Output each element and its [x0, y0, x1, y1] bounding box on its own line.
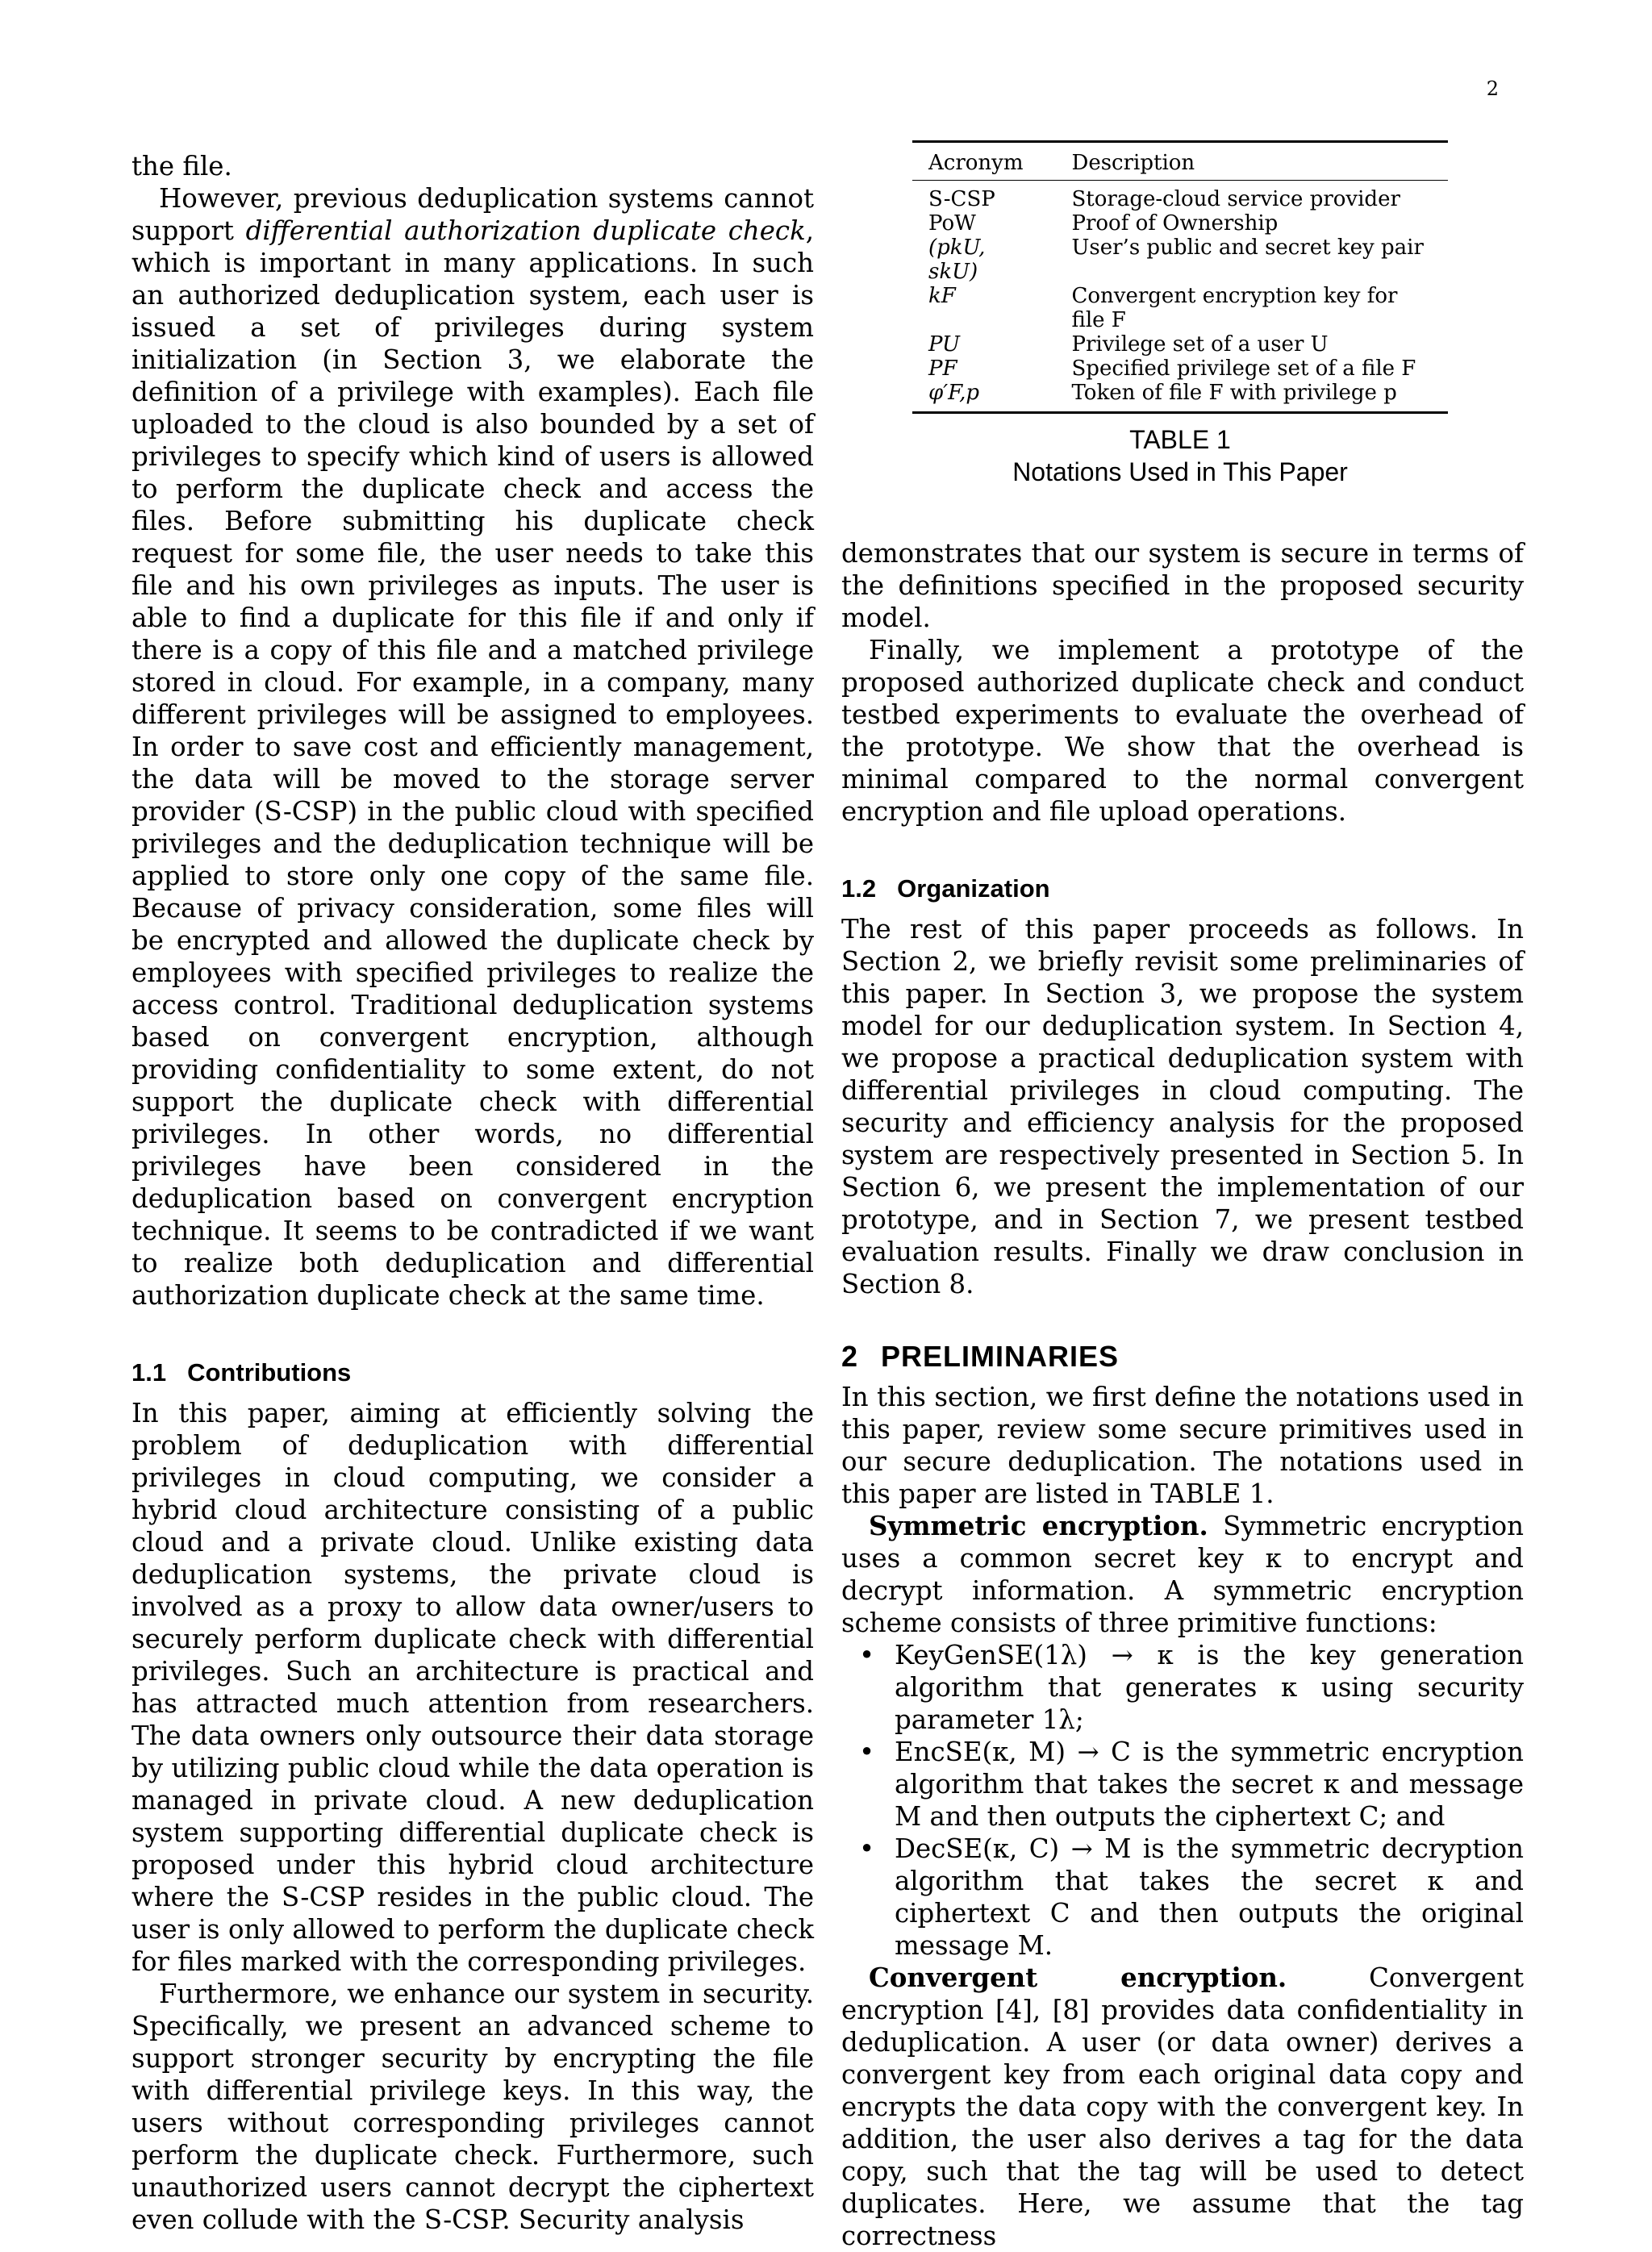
paragraph: Symmetric encryption. Symmetric encryption uses a common secret key κ to encrypt and decrypt information. A symmetric encryption scheme consists of three primitive functions:: [841, 1511, 1524, 1638]
bullet-list: [841, 1639, 1524, 1962]
paragraph: the file.: [131, 151, 232, 181]
notation-table: [912, 140, 1448, 414]
paragraph: Convergent encryption. Convergent encryption [4], [8] provides data confidentiality in deduplication. A user (or data owner) derives a convergent key from each original data copy and encrypts the data copy with the convergent key. In addition, the user also derives a tag for the data copy, such that the tag will be used to detect duplicates. Here, we assume that the tag correctness: [841, 1962, 1524, 2251]
paragraph: In this section, we first define the notations used in this paper, review some secure primitives used in our secure deduplication. The notations used in this paper are listed in TABLE 1.: [841, 1382, 1524, 1509]
paragraph: In this paper, aiming at efficiently solving the problem of deduplication with differential privileges in cloud computing, we consider a hybrid cloud architecture consisting of a public cloud and a private cloud. Unlike existing data deduplication systems, the private cloud is involved as a proxy to allow data owner/users to securely perform duplicate check with differential privileges. Such an architecture is practical and has attracted much attention from researchers. The data owners only outsource their data storage by utilizing public cloud while the data operation is managed in private cloud. A new deduplication system supporting differential duplicate check is proposed under this hybrid cloud architecture where the S-CSP resides in the public cloud. The user is only allowed to perform the duplicate check for files marked with the corresponding privileges.: [131, 1398, 814, 1977]
table-caption: TABLE 1 Notations Used in This Paper: [1012, 425, 1348, 486]
section-heading: 1.1 Contributions: [131, 1358, 352, 1387]
paragraph: The rest of this paper proceeds as follows. In Section 2, we briefly revisit some preliminaries of this paper. In Section 3, we propose the system model for our deduplication system. In Section 4, we propose a practical deduplication system with differential privileges in cloud computing. The security and efficiency analysis for the proposed system are respectively presented in Section 5. In Section 6, we present the implementation of our prototype, and in Section 7, we present testbed evaluation results. Finally we draw conclusion in Section 8.: [841, 914, 1524, 1299]
table-row: φ′F,p Token of file F with privilege p: [928, 381, 1397, 405]
list-item: • DecSE(κ, C) → M is the symmetric decryption algorithm that takes the secret κ and ciphertext C and then outputs the original message M.: [859, 1833, 1524, 1961]
emphasis-text: differential authorization duplicate check: [245, 215, 806, 246]
table-row: S-CSP Storage-cloud service provider: [928, 187, 1400, 211]
table-row: PU Privilege set of a user U: [928, 332, 1329, 357]
page-number: 2: [1486, 77, 1499, 100]
section-heading: 2 PRELIMINARIES: [841, 1340, 1120, 1373]
paragraph: Furthermore, we enhance our system in security. Specifically, we present an advanced scheme to support stronger security by encrypting the file with differential privilege keys. In this way, the users without corresponding privileges cannot perform the duplicate check. Furthermore, such unauthorized users cannot decrypt the ciphertext even collude with the S-CSP. Security analysis: [131, 1979, 814, 2235]
section-heading: 1.2 Organization: [841, 874, 1050, 903]
paragraph: However, previous deduplication systems cannot support differential authorization duplicate check, which is important in many applications. In such an authorized deduplication system, each user is issued a set of privileges during system initialization (in Section 3, we elaborate the definition of a privilege with examples). Each file uploaded to the cloud is also bounded by a set of privileges to specify which kind of users is allowed to perform the duplicate check and access the files. Before submitting his duplicate check request for some file, the user needs to take this file and his own privileges as inputs. The user is able to find a duplicate for this file if and only if there is a copy of this file and a matched privilege stored in cloud. For example, in a company, many different privileges will be assigned to employees. In order to save cost and efficiently management, the data will be moved to the storage server provider (S-CSP) in the public cloud with specified privileges and the deduplication technique will be applied to store only one copy of the same file. Because of privacy consideration, some files will be encrypted and allowed the duplicate check by employees with specified privileges to realize the access control. Traditional deduplication systems based on convergent encryption, although providing confidentiality to some extent, do not support the duplicate check with differential privileges. In other words, no differential privileges have been considered in the deduplication based on convergent encryption technique. It seems to be contradicted if we want to realize both deduplication and differential authorization duplicate check at the same time.: [131, 183, 814, 1311]
left-column: [131, 150, 814, 2236]
table-row: kF Convergent encryption key for file F: [928, 284, 1398, 332]
table-row: PF Specified privilege set of a file F: [928, 357, 1416, 381]
paragraph: demonstrates that our system is secure in terms of the definitions specified in the proposed security model.: [841, 538, 1524, 633]
right-column: [841, 537, 1524, 2252]
list-item: • KeyGenSE(1λ) → κ is the key generation algorithm that generates κ using security parameter 1λ;: [859, 1640, 1524, 1735]
paragraph: Finally, we implement a prototype of the proposed authorized duplicate check and conduct testbed experiments to evaluate the overhead of the prototype. We show that the overhead is minimal compared to the normal convergent encryption and file upload operations.: [841, 635, 1524, 827]
table-header: Description: [1055, 142, 1448, 181]
table-header: Acronym: [912, 142, 1055, 181]
list-item: • EncSE(κ, M) → C is the symmetric encryption algorithm that takes the secret κ and message M and then outputs the ciphertext C; and: [859, 1737, 1524, 1832]
table-row: (pkU, skU) User’s public and secret key pair: [928, 236, 1424, 284]
notation-table-block: [912, 140, 1448, 488]
table-row: PoW Proof of Ownership: [928, 211, 1279, 236]
